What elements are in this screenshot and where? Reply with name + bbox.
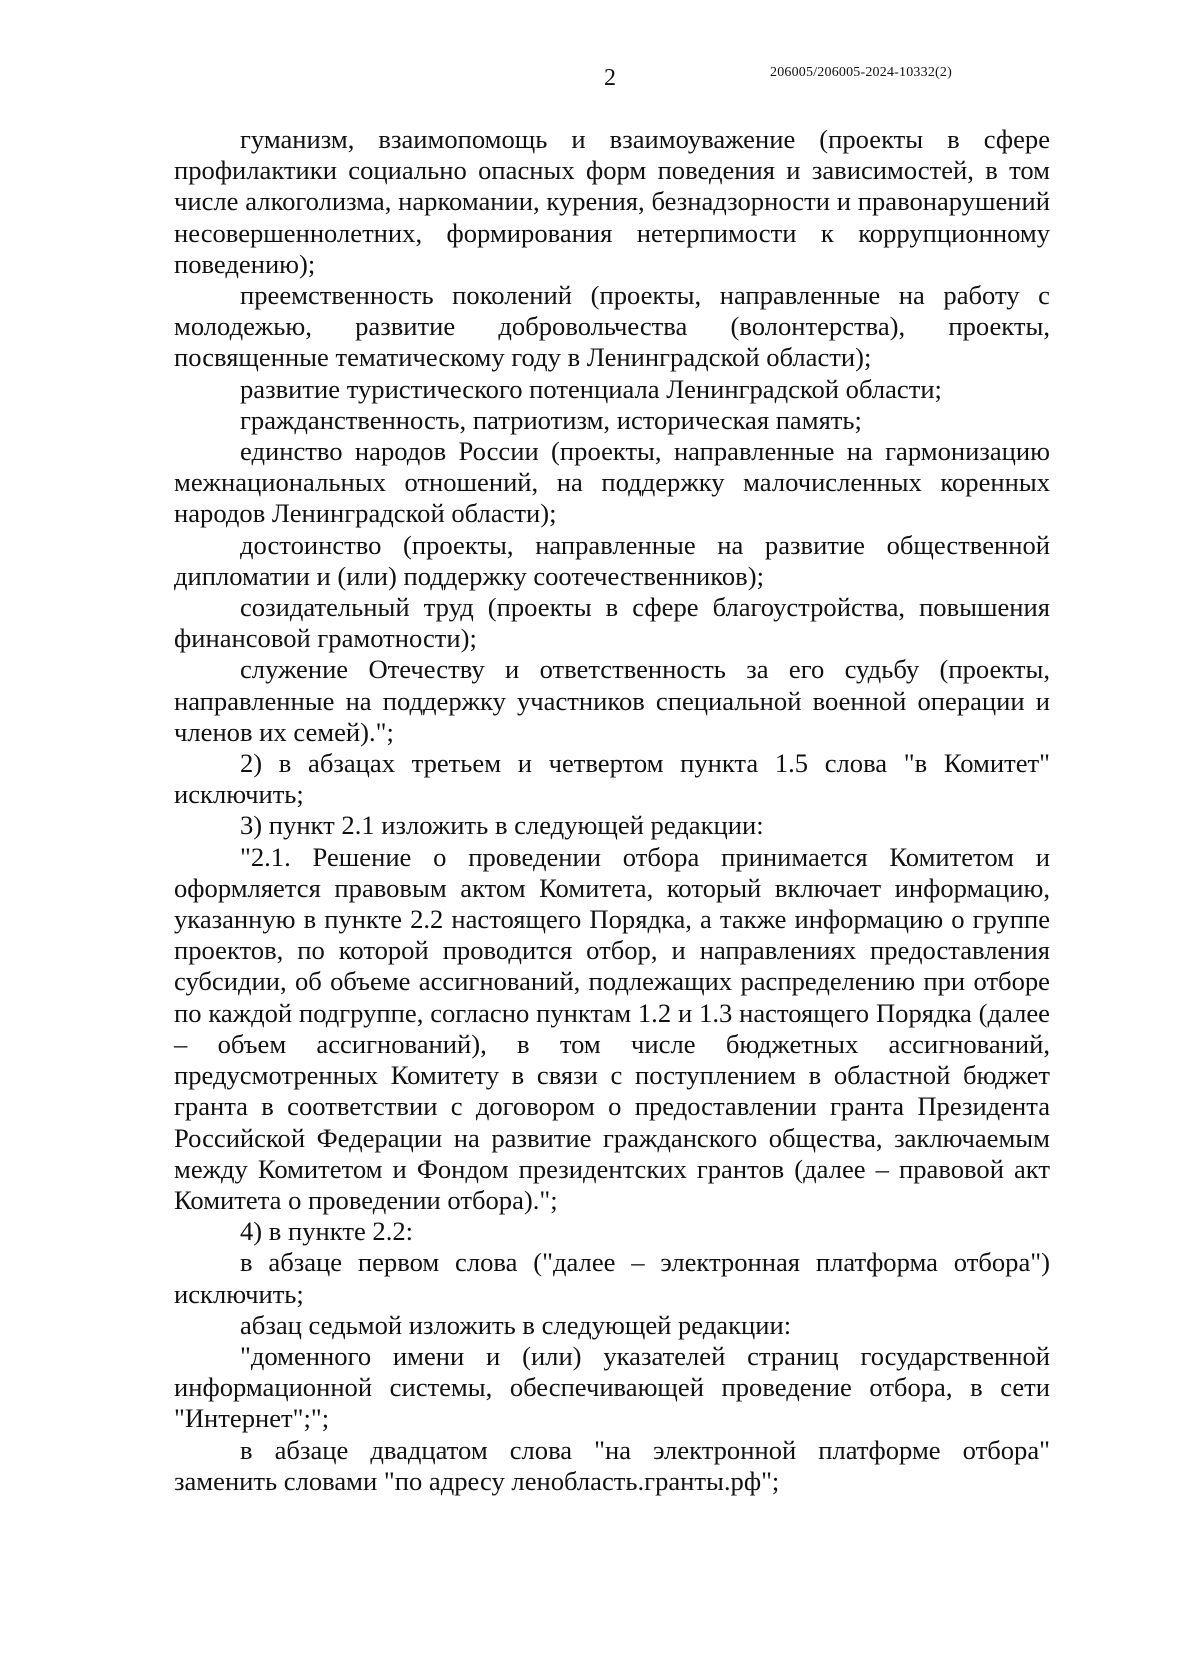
- paragraph-clause-2-1: "2.1. Решение о проведении отбора принимается Комитетом и оформляется правовым актом Комитета, который включает информацию, указанную в пункте 2.2 настоящего Порядка, а также информацию о группе проектов, по которой проводится отбор, и направлениях предоставления субсидии, об объеме ассигнований, подлежащих распределению при отборе по каждой подгруппе, согласно пунктам 1.2 и 1.3 настоящего Порядка (далее – объем ассигнований), в том числе бюджетных ассигнований, предусмотренных Комитету в связи с поступлением в областной бюджет гранта в соответствии с договором о предоставлении гранта Президента Российской Федерации на развитие гражданского общества, заключаемым между Комитетом и Фондом президентских грантов (далее – правовой акт Комитета о проведении отбора).";: [174, 841, 1050, 1215]
- paragraph-tourism: развитие туристического потенциала Ленинградской области;: [240, 373, 942, 404]
- paragraph-generations: преемственность поколений (проекты, направленные на работу с молодежью, развитие добровольчества (волонтерства), проекты, посвященные тематическому году в Ленинградской области);: [174, 280, 1050, 373]
- paragraph-dignity: достоинство (проекты, направленные на развитие общественной дипломатии и (или) поддержку соотечественников);: [174, 529, 1050, 591]
- paragraph-service: служение Отечеству и ответственность за его судьбу (проекты, направленные на поддержку участников специальной военной операции и членов их семей).";: [174, 654, 1050, 747]
- paragraph-item-3: 3) пункт 2.1 изложить в следующей редакции:: [240, 810, 764, 841]
- paragraph-item-4: 4) в пункте 2.2:: [240, 1216, 414, 1247]
- paragraph-domain-name: "доменного имени и (или) указателей страниц государственной информационной системы, обеспечивающей проведение отбора, в сети "Интернет";";: [174, 1340, 1050, 1434]
- paragraph-labour: созидательный труд (проекты в сфере благоустройства, повышения финансовой грамотности);: [174, 592, 1050, 654]
- document-body: [174, 124, 1050, 1497]
- paragraph-first-abzac: в абзаце первом слова ("далее – электронная платформа отбора") исключить;: [174, 1247, 1050, 1309]
- paragraph-seventh-abzac: абзац седьмой изложить в следующей редакции:: [240, 1309, 792, 1340]
- paragraph-citizenship: гражданственность, патриотизм, историческая память;: [240, 404, 862, 435]
- paragraph-twentieth-abzac: в абзаце двадцатом слова "на электронной платформе отбора" заменить словами "по адресу ленобласть.гранты.рф";: [174, 1434, 1050, 1496]
- page-number: 2: [604, 65, 616, 91]
- paragraph-humanism: гуманизм, взаимопомощь и взаимоуважение (проекты в сфере профилактики социально опасных форм поведения и зависимостей, в том числе алкоголизма, наркомании, курения, безнадзорности и правонарушений несовершеннолетних, формирования нетерпимости к коррупционному поведению);: [174, 124, 1050, 279]
- paragraph-item-2: 2) в абзацах третьем и четвертом пункта 1.5 слова "в Комитет" исключить;: [174, 748, 1050, 810]
- paragraph-unity: единство народов России (проекты, направленные на гармонизацию межнациональных отношений, на поддержку малочисленных коренных народов Ленинградской области);: [174, 436, 1050, 529]
- document-id: 206005/206005-2024-10332(2): [770, 65, 952, 80]
